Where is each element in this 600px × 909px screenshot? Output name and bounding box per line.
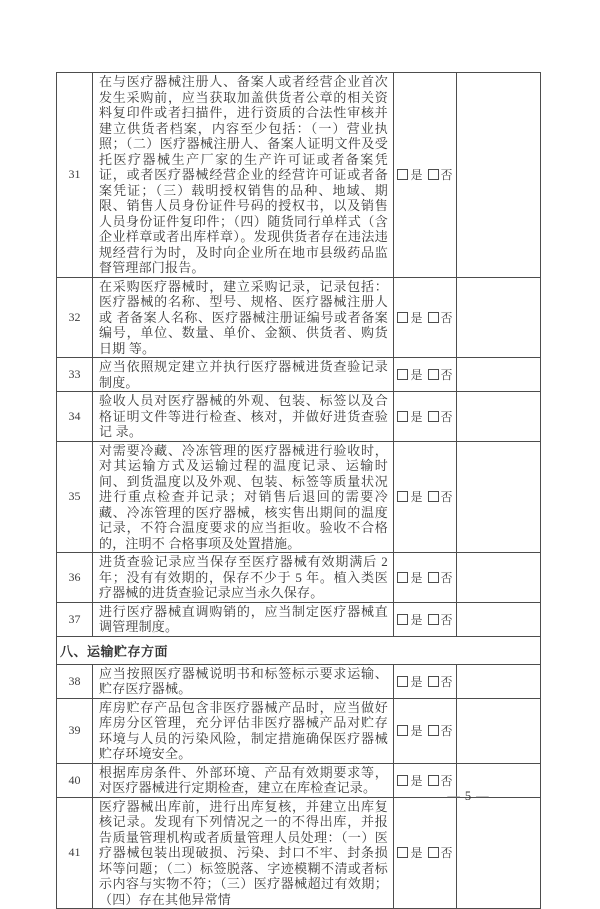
no-checkbox[interactable] — [428, 488, 453, 505]
item-number: 32 — [57, 277, 93, 358]
checkbox-square-icon — [397, 312, 408, 323]
checkbox-square-icon — [428, 572, 439, 583]
item-number: 39 — [57, 698, 93, 763]
item-number: 36 — [57, 553, 93, 603]
remark-cell — [457, 277, 541, 358]
checkbox-square-icon — [397, 775, 408, 786]
checkbox-square-icon — [428, 775, 439, 786]
item-text: 应当依照规定建立并执行医疗器械进货查验记录制度。 — [93, 358, 394, 392]
yes-label: 是 — [410, 490, 423, 505]
yes-label: 是 — [410, 773, 423, 788]
item-text: 医疗器械出库前，进行出库复核，并建立出库复核记录。发现有下列情况之一的不得出库，并报告质量管理机构或者质量管理人员处理：（一）医疗器械包装出现破损、污染、封口不牢、封条损坏等问题；（二）标签脱落、字迹模糊不清或者标示内容与实物不符；（三）医疗器械超过有效期；（四）存在其他异常情 — [93, 797, 394, 909]
table-row — [57, 392, 541, 442]
checklist-table — [56, 72, 541, 909]
yes-checkbox[interactable] — [397, 366, 422, 383]
checklist-table-body — [57, 73, 541, 909]
yes-checkbox[interactable] — [397, 408, 422, 425]
no-label: 否 — [440, 846, 453, 861]
no-checkbox[interactable] — [428, 673, 453, 690]
checkbox-square-icon — [428, 169, 439, 180]
no-label: 否 — [440, 310, 453, 325]
item-text: 在采购医疗器械时，建立采购记录，记录包括：医疗器械的名称、型号、规格、医疗器械注册人或 者备案人名称、医疗器械注册证编号或者备案编号，单位、数量、单价、金额、供货者、购货日期 等。 — [93, 277, 394, 358]
yes-no-cell — [394, 73, 457, 278]
checkbox-square-icon — [397, 491, 408, 502]
no-checkbox[interactable] — [428, 366, 453, 383]
remark-cell — [457, 698, 541, 763]
yes-label: 是 — [410, 612, 423, 627]
item-text: 对需要冷藏、冷冻管理的医疗器械进行验收时，对其运输方式及运输过程的温度记录、运输时间、到货温度以及外观、包装、标签等质量状况进行重点检查并记录；对销售后退回的需要冷藏、冷冻管理的医疗器械，核实售出期间的温度记录，不符合温度要求的应当拒收。验收不合格的，注明不 合格事项及处置措施。 — [93, 441, 394, 553]
checkbox-square-icon — [397, 369, 408, 380]
yes-checkbox[interactable] — [397, 673, 422, 690]
checkbox-square-icon — [397, 169, 408, 180]
yes-label: 是 — [410, 168, 423, 183]
section-header-row — [57, 636, 541, 664]
item-text: 根据库房条件、外部环境、产品有效期要求等，对医疗器械进行定期检查，建立在库检查记录。 — [93, 763, 394, 797]
yes-label: 是 — [410, 674, 423, 689]
yes-label: 是 — [410, 724, 423, 738]
no-label: 否 — [440, 409, 453, 424]
yes-no-cell — [394, 602, 457, 636]
item-text: 进行医疗器械直调购销的，应当制定医疗器械直调管理制度。 — [93, 602, 394, 636]
no-checkbox[interactable] — [428, 844, 453, 861]
checkbox-square-icon — [397, 847, 408, 858]
yes-no-cell — [394, 392, 457, 442]
no-label: 否 — [440, 570, 453, 585]
checkbox-square-icon — [428, 725, 439, 736]
yes-label: 是 — [410, 846, 423, 861]
yes-checkbox[interactable] — [397, 166, 422, 183]
checkbox-square-icon — [428, 491, 439, 502]
yes-label: 是 — [410, 368, 423, 382]
checkbox-square-icon — [428, 369, 439, 380]
item-number: 33 — [57, 358, 93, 392]
item-number: 37 — [57, 602, 93, 636]
no-label: 否 — [440, 773, 453, 788]
item-text: 验收人员对医疗器械的外观、包装、标签以及合格证明文件等进行检查、核对，并做好进货查验记 录。 — [93, 392, 394, 442]
item-number: 38 — [57, 664, 93, 698]
item-number: 34 — [57, 392, 93, 442]
no-checkbox[interactable] — [428, 722, 453, 739]
checkbox-square-icon — [397, 572, 408, 583]
yes-no-cell — [394, 358, 457, 392]
checkbox-square-icon — [428, 847, 439, 858]
checkbox-square-icon — [428, 411, 439, 422]
no-label: 否 — [440, 612, 453, 627]
yes-label: 是 — [410, 310, 423, 325]
table-row — [57, 358, 541, 392]
page-footer — [438, 789, 498, 804]
no-checkbox[interactable] — [428, 166, 453, 183]
table-row — [57, 441, 541, 553]
remark-cell — [457, 358, 541, 392]
yes-checkbox[interactable] — [397, 569, 422, 586]
footer-dash-right: — — [476, 789, 489, 803]
no-checkbox[interactable] — [428, 408, 453, 425]
remark-cell — [457, 602, 541, 636]
no-label: 否 — [440, 674, 453, 689]
checkbox-square-icon — [397, 725, 408, 736]
yes-checkbox[interactable] — [397, 844, 422, 861]
table-row — [57, 797, 541, 909]
item-text: 在与医疗器械注册人、备案人或者经营企业首次发生采购前，应当获取加盖供货者公章的相关资料复印件或者扫描件，进行资质的合法性审核并建立供货者档案，内容至少包括：（一）营业执照；（二）医疗器械注册人、备案人证明文件及受托医疗器械生产厂家的生产许可证或者备案凭证，或者医疗器械经营企业的经营许可证或者备案凭证；（三）载明授权销售的品种、地域、期限、销售人员身份证件号码的授权书，以及销售人员身份证件复印件；（四）随货同行单样式（含企业样章或者出库样章）。发现供货者存在违法违规经营行为时，及时向企业所在地市县级药品监督管理部门报告。 — [93, 73, 394, 278]
item-text: 库房贮存产品包含非医疗器械产品时，应当做好库房分区管理，充分评估非医疗器械产品对贮存环境与人员的污染风险，制定措施确保医疗器械贮存环境安全。 — [93, 698, 394, 763]
item-text: 应当按照医疗器械说明书和标签标示要求运输、贮存医疗器械。 — [93, 664, 394, 698]
checkbox-square-icon — [428, 614, 439, 625]
checkbox-square-icon — [397, 676, 408, 687]
remark-cell — [457, 797, 541, 909]
checkbox-square-icon — [397, 614, 408, 625]
yes-no-cell — [394, 553, 457, 603]
no-label: 否 — [440, 168, 453, 183]
no-label: 否 — [440, 368, 453, 382]
yes-no-cell — [394, 797, 457, 909]
table-row — [57, 73, 541, 278]
yes-label: 是 — [410, 570, 423, 585]
yes-checkbox[interactable] — [397, 772, 422, 789]
no-checkbox[interactable] — [428, 772, 453, 789]
remark-cell — [457, 664, 541, 698]
item-number: 41 — [57, 797, 93, 909]
yes-checkbox[interactable] — [397, 722, 422, 739]
yes-checkbox[interactable] — [397, 611, 422, 628]
table-row — [57, 664, 541, 698]
yes-no-cell — [394, 664, 457, 698]
remark-cell — [457, 73, 541, 278]
yes-no-cell — [394, 698, 457, 763]
item-number: 35 — [57, 441, 93, 553]
no-checkbox[interactable] — [428, 611, 453, 628]
yes-no-cell — [394, 277, 457, 358]
section-title: 八、运输贮存方面 — [57, 636, 541, 664]
no-label: 否 — [440, 724, 453, 738]
remark-cell — [457, 392, 541, 442]
table-row — [57, 698, 541, 763]
table-row — [57, 602, 541, 636]
footer-dash-left: — — [447, 789, 460, 803]
no-label: 否 — [440, 490, 453, 505]
checkbox-square-icon — [428, 312, 439, 323]
item-text: 进货查验记录应当保存至医疗器械有效期满后 2 年；没有有效期的，保存不少于 5 年。植入类医疗器械的进货查验记录应当永久保存。 — [93, 553, 394, 603]
table-row — [57, 553, 541, 603]
checkbox-square-icon — [397, 411, 408, 422]
yes-label: 是 — [410, 409, 423, 424]
checkbox-square-icon — [428, 676, 439, 687]
page-number: 5 — [464, 789, 472, 803]
yes-no-cell — [394, 441, 457, 553]
table-row — [57, 277, 541, 358]
remark-cell — [457, 441, 541, 553]
yes-checkbox[interactable] — [397, 488, 422, 505]
yes-checkbox[interactable] — [397, 309, 422, 326]
no-checkbox[interactable] — [428, 309, 453, 326]
item-number: 31 — [57, 73, 93, 278]
item-number: 40 — [57, 763, 93, 797]
no-checkbox[interactable] — [428, 569, 453, 586]
remark-cell — [457, 553, 541, 603]
